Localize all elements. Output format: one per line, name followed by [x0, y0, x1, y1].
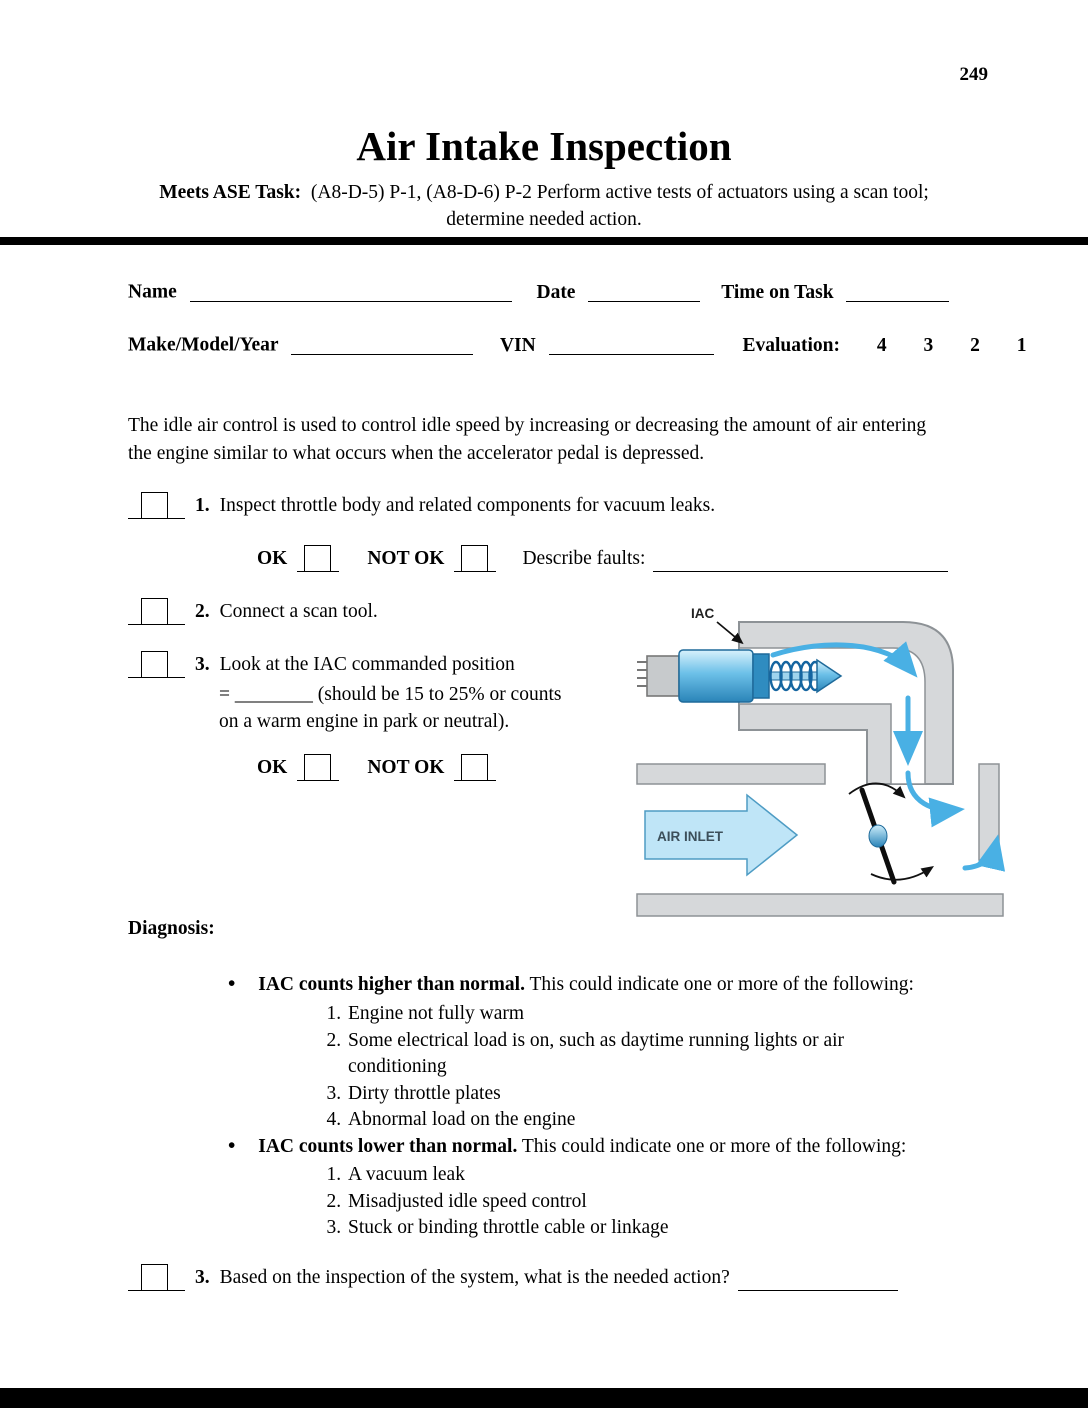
- not-ok-checkbox[interactable]: [454, 542, 496, 572]
- name-field[interactable]: [190, 281, 512, 302]
- diagnosis-bullet-low: [228, 1133, 906, 1158]
- diagnosis-heading: Diagnosis:: [128, 918, 215, 939]
- ase-task-line2: determine needed action.: [446, 209, 642, 230]
- ok-checkbox[interactable]: [297, 751, 339, 781]
- step-3-checkbox[interactable]: [128, 648, 185, 678]
- top-divider-rule: [0, 237, 1088, 245]
- checkbox-box[interactable]: [141, 598, 168, 625]
- evaluation-score-1: 1: [1016, 334, 1027, 356]
- checkbox-box[interactable]: [461, 545, 488, 572]
- step-3-text-line3: on a warm engine in park or neutral).: [219, 711, 510, 732]
- ase-task-line1: [0, 179, 1088, 206]
- list-item: 1. Engine not fully warm: [346, 1001, 902, 1028]
- checkbox-box[interactable]: [141, 492, 168, 519]
- page-number: 249: [959, 64, 988, 85]
- final-step-number: 3.: [195, 1267, 210, 1288]
- diagnosis-high-list: [300, 1001, 902, 1134]
- date-field[interactable]: [588, 281, 700, 302]
- list-item: 2. Some electrical load is on, such as daytime running lights or air conditioning: [346, 1028, 902, 1081]
- ok-label: OK: [257, 548, 288, 569]
- vin-label: VIN: [499, 334, 536, 356]
- air-inlet-label: AIR INLET: [657, 829, 723, 844]
- make-model-year-field[interactable]: [291, 334, 473, 355]
- bottom-page-bar: [0, 1388, 1088, 1408]
- list-item: 2. Misadjusted idle speed control: [346, 1189, 669, 1216]
- name-label: Name: [128, 281, 177, 303]
- diagnosis-bullet-high-bold: IAC counts higher than normal.: [258, 974, 525, 995]
- step-1-row: [128, 489, 715, 519]
- vehicle-row: [128, 334, 1027, 357]
- vin-field[interactable]: [549, 334, 714, 355]
- not-ok-checkbox[interactable]: [454, 751, 496, 781]
- evaluation-score-3: 3: [923, 334, 934, 356]
- iac-label: IAC: [691, 606, 715, 621]
- bore-upper-wall: [637, 764, 825, 784]
- diagnosis-bullet-low-bold: IAC counts lower than normal.: [258, 1136, 518, 1157]
- page-title: Air Intake Inspection: [356, 123, 732, 169]
- ok-label: OK: [257, 757, 288, 778]
- step-3-number: 3.: [195, 654, 210, 675]
- not-ok-label: NOT OK: [367, 757, 445, 778]
- name-date-row: [128, 281, 949, 304]
- bore-floor: [637, 894, 1003, 916]
- needed-action-field[interactable]: [738, 1271, 898, 1292]
- step-2-checkbox[interactable]: [128, 595, 185, 625]
- list-item: 1. A vacuum leak: [346, 1162, 669, 1189]
- step-2-number: 2.: [195, 601, 210, 622]
- date-label: Date: [536, 281, 576, 303]
- diagnosis-low-list: [300, 1162, 669, 1242]
- list-item: 4. Abnormal load on the engine: [346, 1107, 902, 1134]
- diagnosis-bullet-high-rest: This could indicate one or more of the following:: [524, 974, 914, 995]
- final-step-text: Based on the inspection of the system, what is the needed action?: [219, 1267, 730, 1288]
- solenoid-body: [679, 650, 753, 702]
- list-item: 3. Dirty throttle plates: [346, 1081, 902, 1108]
- time-on-task-label: Time on Task: [721, 281, 834, 303]
- iac-pointer-arrow: [717, 622, 741, 642]
- describe-faults-label: Describe faults:: [522, 548, 646, 569]
- ok-checkbox[interactable]: [297, 542, 339, 572]
- step-3-text-line1: Look at the IAC commanded position: [219, 654, 515, 675]
- describe-faults-field[interactable]: [653, 552, 948, 573]
- diagnosis-bullet-low-rest: This could indicate one or more of the following:: [517, 1136, 907, 1157]
- list-item: 3. Stuck or binding throttle cable or linkage: [346, 1215, 669, 1242]
- throttle-shaft-ball: [869, 825, 887, 847]
- ase-task-label: Meets ASE Task:: [159, 182, 302, 203]
- step-3-ok-line: [257, 751, 496, 781]
- evaluation-score-4: 4: [876, 334, 887, 356]
- step-3-text-line2: = ________ (should be 15 to 25% or counts: [219, 684, 562, 705]
- checkbox-box[interactable]: [304, 754, 331, 781]
- evaluation-label: Evaluation:: [742, 334, 840, 356]
- final-step-row: [128, 1261, 898, 1291]
- ase-task-text: (A8-D-5) P-1, (A8-D-6) P-2 Perform active tests of actuators using a scan tool;: [310, 182, 929, 203]
- step-1-checkbox[interactable]: [128, 489, 185, 519]
- evaluation-score-2: 2: [970, 334, 980, 356]
- final-step-checkbox[interactable]: [128, 1261, 185, 1291]
- step-1-number: 1.: [195, 495, 210, 516]
- valve-connector: [647, 656, 679, 696]
- not-ok-label: NOT OK: [367, 548, 445, 569]
- iac-valve-diagram: [635, 598, 1008, 923]
- step-1-text: Inspect throttle body and related components for vacuum leaks.: [219, 495, 716, 516]
- intro-paragraph: The idle air control is used to control idle speed by increasing or decreasing the amount of air entering the engine similar to what occurs when the accelerator pedal is depressed.: [128, 415, 927, 464]
- checkbox-box[interactable]: [304, 545, 331, 572]
- diagnosis-bullet-high: [228, 971, 914, 996]
- time-on-task-field[interactable]: [846, 281, 949, 302]
- step-2-text: Connect a scan tool.: [219, 601, 378, 622]
- make-model-year-label: Make/Model/Year: [128, 334, 279, 356]
- checkbox-box[interactable]: [461, 754, 488, 781]
- checkbox-box[interactable]: [141, 1264, 168, 1291]
- step-2-row: [128, 595, 378, 625]
- ase-task-block: [0, 179, 1088, 233]
- step-3-row: [128, 648, 515, 678]
- solenoid-collar: [753, 654, 769, 698]
- step-1-ok-line: [257, 542, 948, 572]
- checkbox-box[interactable]: [141, 651, 168, 678]
